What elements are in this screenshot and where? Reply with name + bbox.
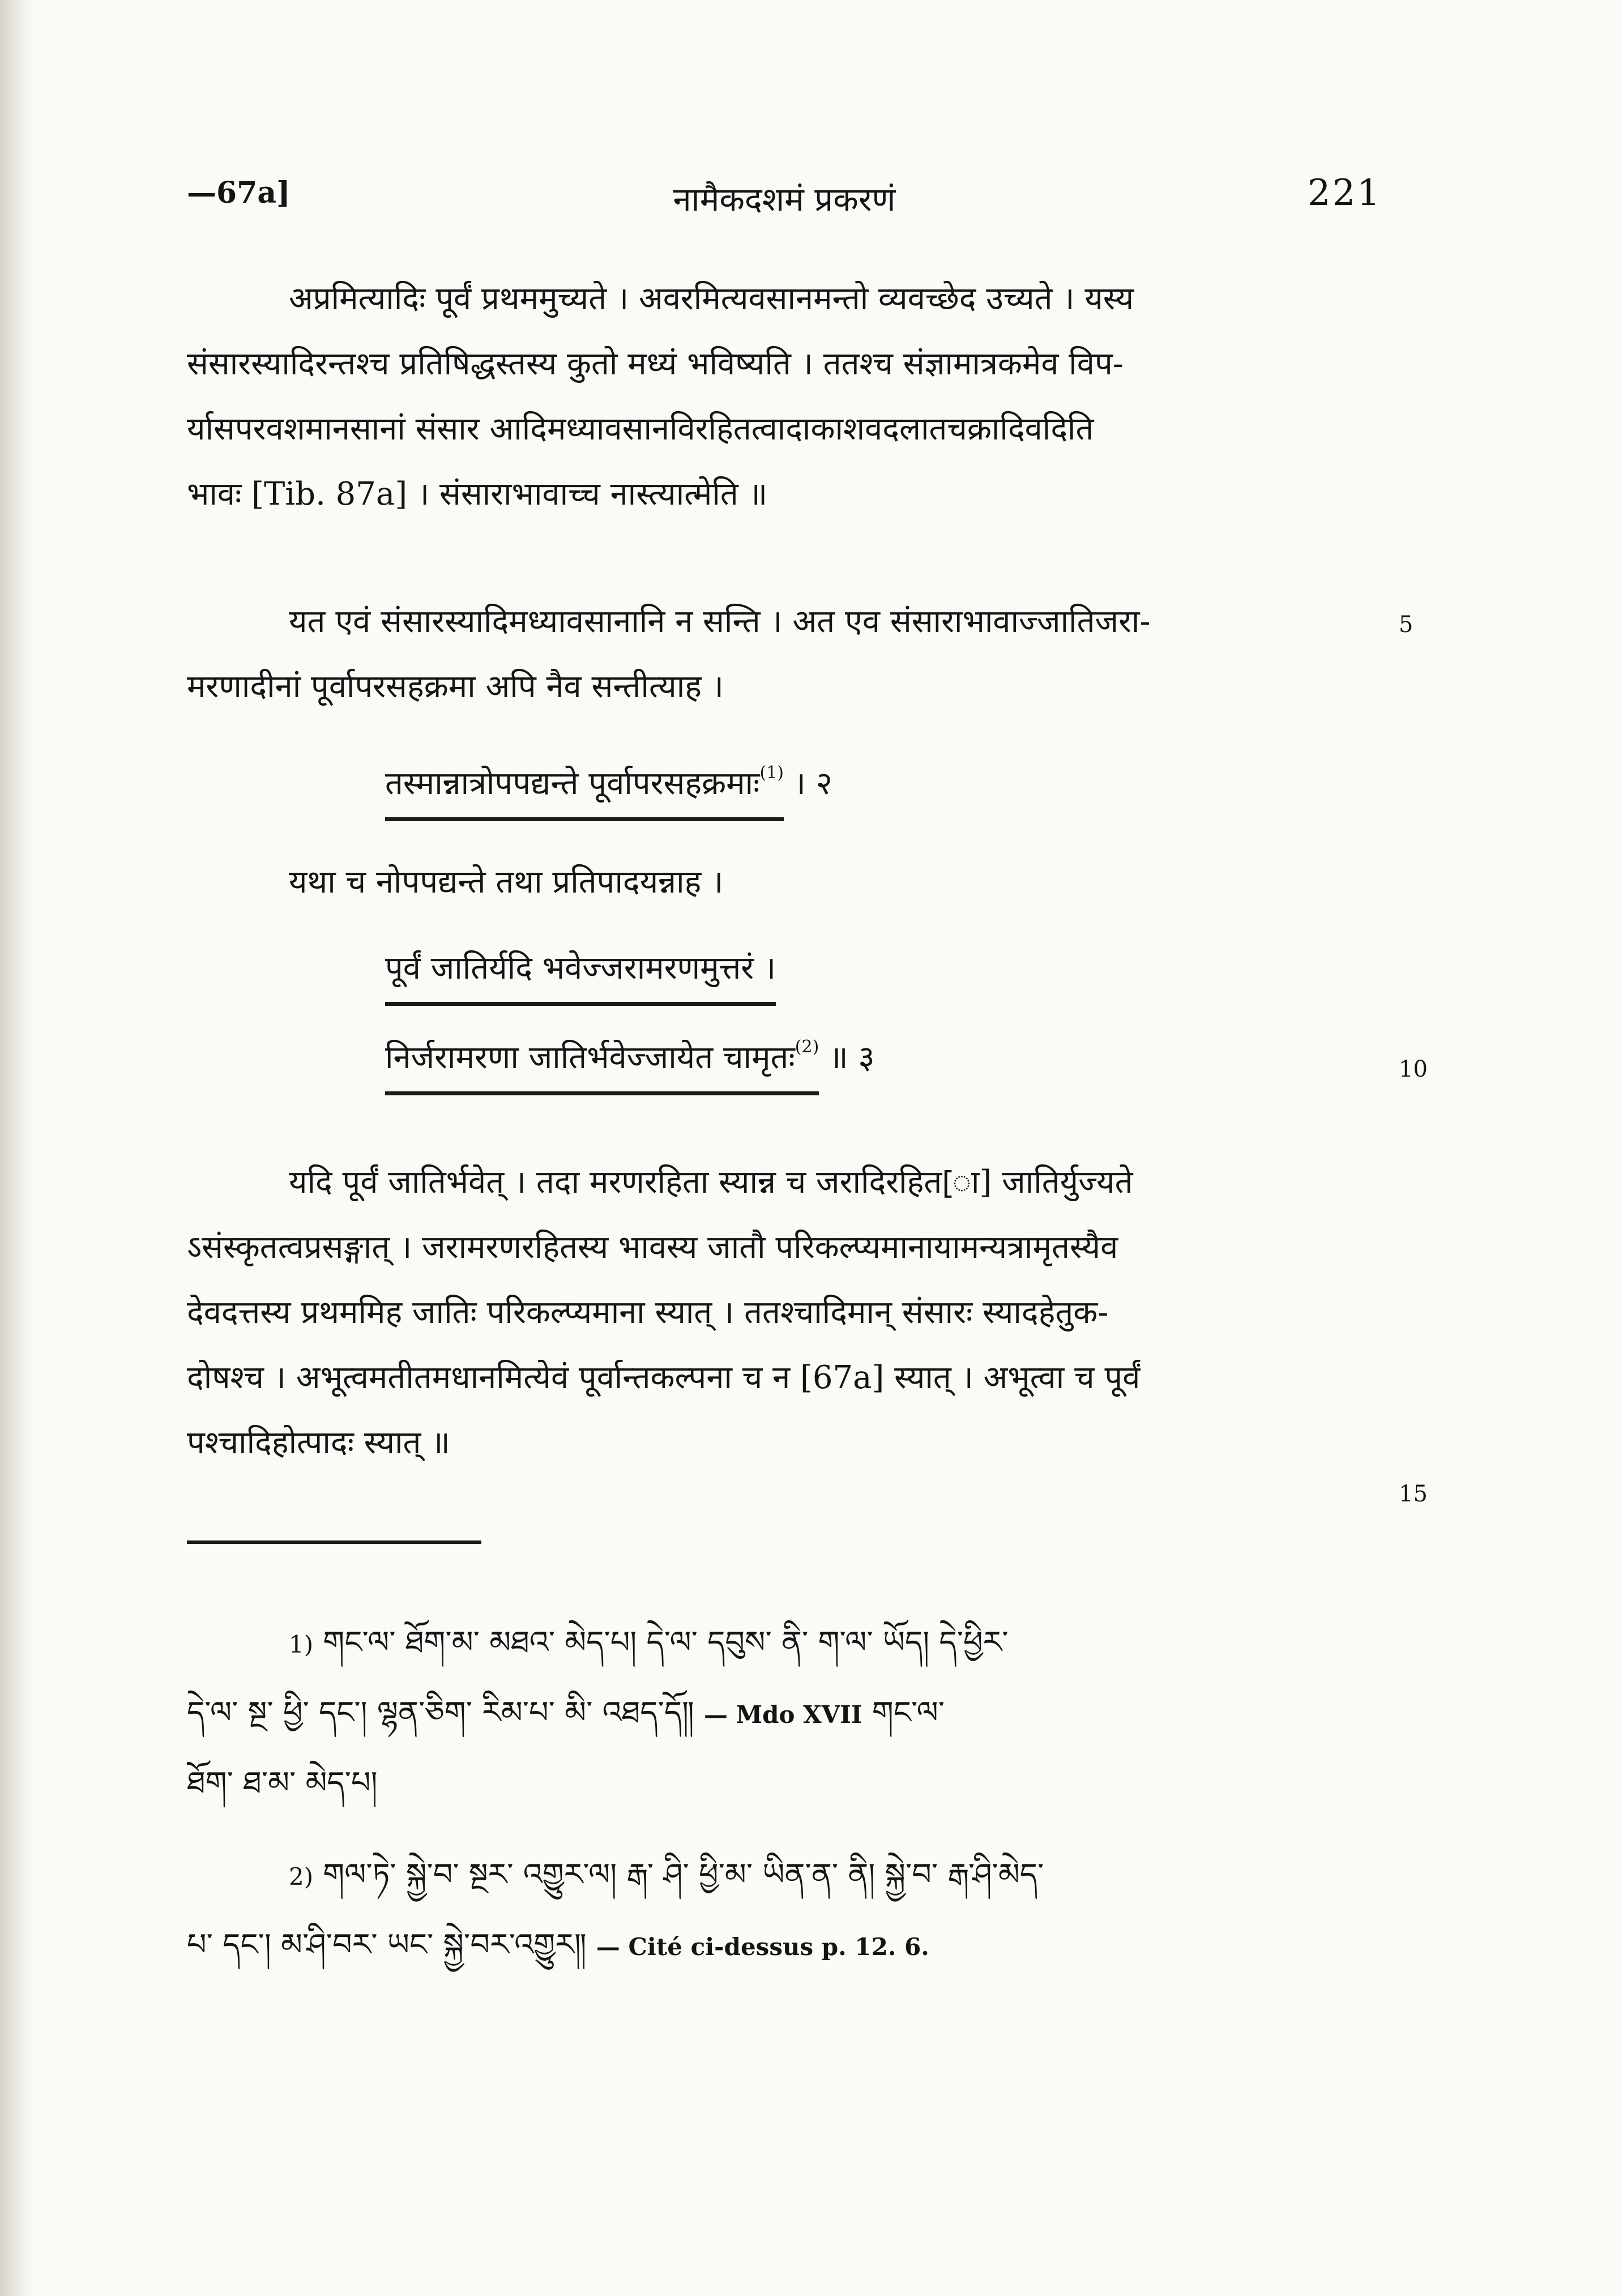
text-line: अप्रमित्यादिः पूर्वं प्रथममुच्यते । अवरमित्यवसानमन्तो व्यवच्छेद उच्यते । यस्य [289, 280, 1134, 317]
text-line: यत एवं संसारस्यादिमध्यावसानानि न सन्ति । अत एव संसाराभावाज्जातिजरा- [289, 603, 1151, 640]
tibetan-text: གང་ལ་ [872, 1695, 945, 1730]
header-chapter-title: नामैकदशमं प्रकरणं [673, 180, 896, 219]
verse-line [385, 742, 784, 821]
footnote-line: ཐོག་ ཐ་མ་ མེད་པ། [187, 1765, 378, 1800]
header-folio-ref: —67a] [187, 176, 291, 210]
source-reference: — Cité ci-dessus p. 12. 6. [596, 1933, 929, 1961]
footnote-line [187, 1841, 1382, 1911]
text-line: पश्चादिहोत्पादः स्यात् ॥ [187, 1424, 450, 1461]
text-line: संसारस्यादिरन्तश्च प्रतिषिद्धस्तस्य कुतो मध्यं भविष्यति । ततश्च संज्ञामात्रकमेव विप- [187, 345, 1124, 382]
line-number-10: 10 [1399, 1056, 1428, 1082]
verse-text: तस्मान्नात्रोपपद्यन्ते पूर्वापरसहक्रमाः [385, 765, 760, 802]
footnote-separator [187, 1540, 481, 1544]
text-line: भावः [Tib. 87a] । संसाराभावाच्च नास्त्यात्मेति ॥ [187, 476, 768, 513]
tibetan-text: གལ་ཏེ་ སྐྱེ་བ་ སྔར་ འགྱུར་ལ། རྒ་ ཤི་ ཕྱི་མ་ ཡིན་ན་ ནི། སྐྱེ་བ་ རྒ་ཤི་མེད་ [323, 1857, 1044, 1892]
text-line: र्यासपरवशमानसानां संसार आदिमध्यावसानविरहितत्वादाकाशवदलातचक्रादिवदिति [187, 411, 1094, 447]
source-reference: — Mdo XVII [703, 1701, 862, 1729]
verse-number: ॥ ३ [829, 1039, 875, 1076]
footnote-number: 2) [289, 1863, 314, 1890]
verse-line [385, 1016, 819, 1095]
footnote-line [187, 1608, 1382, 1679]
text-line: यदि पूर्वं जातिर्भवेत् । तदा मरणरहिता स्यान्न च जरादिरहित[ा] जातिर्युज्यते [289, 1164, 1133, 1201]
text-line: दोषश्च । अभूत्वमतीतमधानमित्येवं पूर्वान्तकल्पना च न [67a] स्यात् । अभूत्वा च पूर्वं [187, 1359, 1141, 1396]
tibetan-text: གང་ལ་ ཐོག་མ་ མཐའ་ མེད་པ། དེ་ལ་ དབུས་ ནི་ ག་ལ་ ཡོད། དེ་ཕྱིར་ [323, 1624, 1009, 1660]
verse-number: । २ [793, 765, 832, 802]
page-header [187, 172, 1382, 227]
scan-edge-shadow [0, 0, 34, 2296]
paragraph-4 [187, 1150, 1382, 1475]
footnote-number: 1) [289, 1631, 314, 1658]
footnote-mark: (1) [759, 763, 784, 783]
line-number-5: 5 [1399, 612, 1413, 638]
text-line: यथा च नोपपद्यन्ते तथा प्रतिपादयन्नाह । [289, 864, 724, 901]
text-line: मरणादीनां पूर्वापरसहक्रमा अपि नैव सन्तीत्याह । [187, 668, 724, 705]
text-line: ऽसंस्कृतत्वप्रसङ्गात् । जरामरणरहितस्य भावस्य जातौ परिकल्प्यमानायामन्यत्रामृतस्यैव [187, 1229, 1118, 1266]
verse-line: पूर्वं जातिर्यदि भवेज्जरामरणमुत्तरं । [385, 937, 776, 1006]
verse-2 [385, 742, 832, 821]
tibetan-text: པ་ དང་། མ་ཤི་བར་ ཡང་ སྐྱེ་བར་འགྱུར༎ [187, 1927, 587, 1962]
paragraph-3 [187, 850, 1382, 915]
text-line: देवदत्तस्य प्रथममिह जातिः परिकल्प्यमाना स्यात् । ततश्चादिमान् संसारः स्यादहेतुक- [187, 1294, 1109, 1331]
line-number-15: 15 [1399, 1481, 1428, 1507]
footnote-line [187, 1679, 1382, 1749]
page-number: 221 [1307, 172, 1382, 214]
footnote-mark: (2) [795, 1037, 819, 1057]
footnote-line [187, 1911, 1382, 1981]
verse-3 [385, 937, 875, 1095]
footnote-2 [187, 1841, 1382, 1981]
paragraph-2 [187, 589, 1382, 719]
verse-text: निर्जरामरणा जातिर्भवेज्जायेत चामृतः [385, 1039, 795, 1076]
footnote-1 [187, 1608, 1382, 1817]
tibetan-text: དེ་ལ་ སྔ་ ཕྱི་ དང་། ལྷན་ཅིག་ རིམ་པ་ མི་ འཐད་དོ༎ [187, 1695, 694, 1730]
paragraph-1 [187, 266, 1382, 527]
